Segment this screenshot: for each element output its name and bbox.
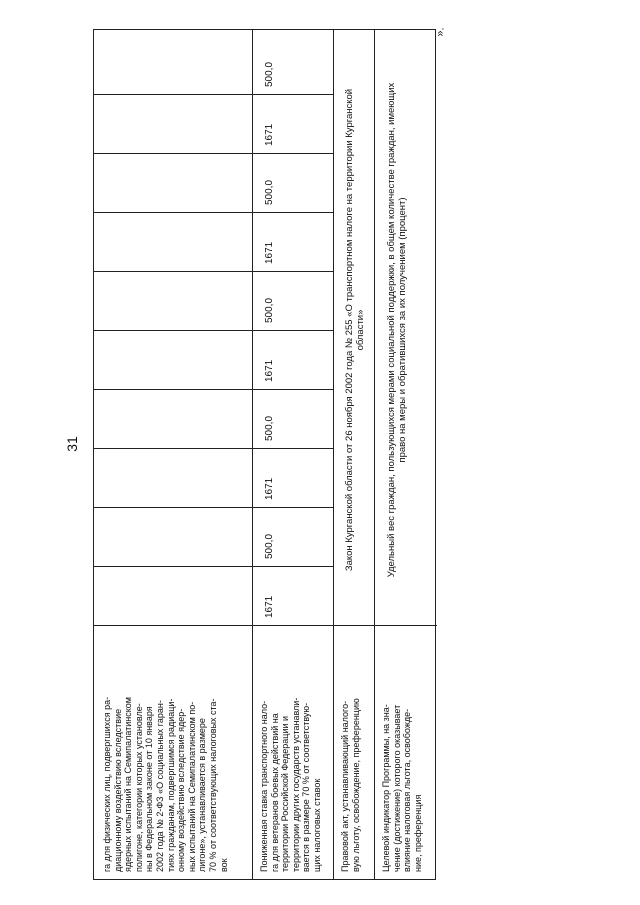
row4-label: Целевой индикатор Программы, на зна- чение (достижение) которого оказывает влияние налоговая льгота, освобожде- ние, преференция <box>381 704 423 872</box>
label-column-divider <box>94 625 437 626</box>
column-divider <box>252 566 333 567</box>
column-divider <box>94 448 333 449</box>
page-number: 31 <box>64 436 80 452</box>
row2-value: 500,0 <box>264 297 275 323</box>
column-divider <box>94 153 333 154</box>
column-divider <box>94 389 333 390</box>
tax-benefit-table <box>93 29 436 880</box>
row2-value: 1671 <box>264 241 275 264</box>
row2-value: 500,0 <box>264 61 275 87</box>
row3-label: Правовой акт, устанавливающий налого- вую льготу, освобождение, преференцию <box>340 698 361 872</box>
row2-value: 1671 <box>264 359 275 382</box>
column-divider <box>94 507 333 508</box>
row-divider <box>333 30 334 879</box>
row2-value: 500,0 <box>264 415 275 441</box>
column-divider <box>94 330 333 331</box>
column-divider <box>94 566 252 567</box>
row-divider <box>374 30 375 879</box>
row2-value: 1671 <box>264 123 275 146</box>
row3-legal-act: Закон Курганской области от 26 ноября 2002 года № 255 «О транспортном налоге на территории Курганской области» <box>344 88 366 572</box>
row2-value: 500,0 <box>264 533 275 559</box>
column-divider <box>94 94 333 95</box>
closing-quote-mark: ». <box>434 27 447 37</box>
row1-label: га для физических лиц, подвергшихся ра- диационному воздействию вследствие ядерных испытаний на Семипалатинском полигоне, категории которых установле- ны в Федеральном законе от 10 января 2002 года № 2-ФЗ «О социальных гаран- тиях гражданам, подвергшимся радиаци- онному воздействию вследствие ядер- ных испытаний на Семипалатинском по- лигоне», устанавливается в размере 70 % от соответствующих налоговых ста- вок <box>102 696 229 872</box>
row4-target-indicator: Удельный вес граждан, пользующихся мерами социальной поддержки, в общем количестве граждан, имеющих право на меры и обратившихся за их получением (процент) <box>386 82 408 578</box>
row2-value: 1671 <box>264 477 275 500</box>
column-divider <box>94 212 333 213</box>
row-divider <box>252 30 253 879</box>
row2-value: 1671 <box>264 595 275 618</box>
column-divider <box>94 271 333 272</box>
row2-label: Пониженная ставка транспортного нало- га для ветеранов боевых действий на территории Российской Федерации и территории других государств устанавли- вается в размере 70 % от соответствую- щих налоговых ставок <box>259 697 322 872</box>
row2-value: 500,0 <box>264 179 275 205</box>
